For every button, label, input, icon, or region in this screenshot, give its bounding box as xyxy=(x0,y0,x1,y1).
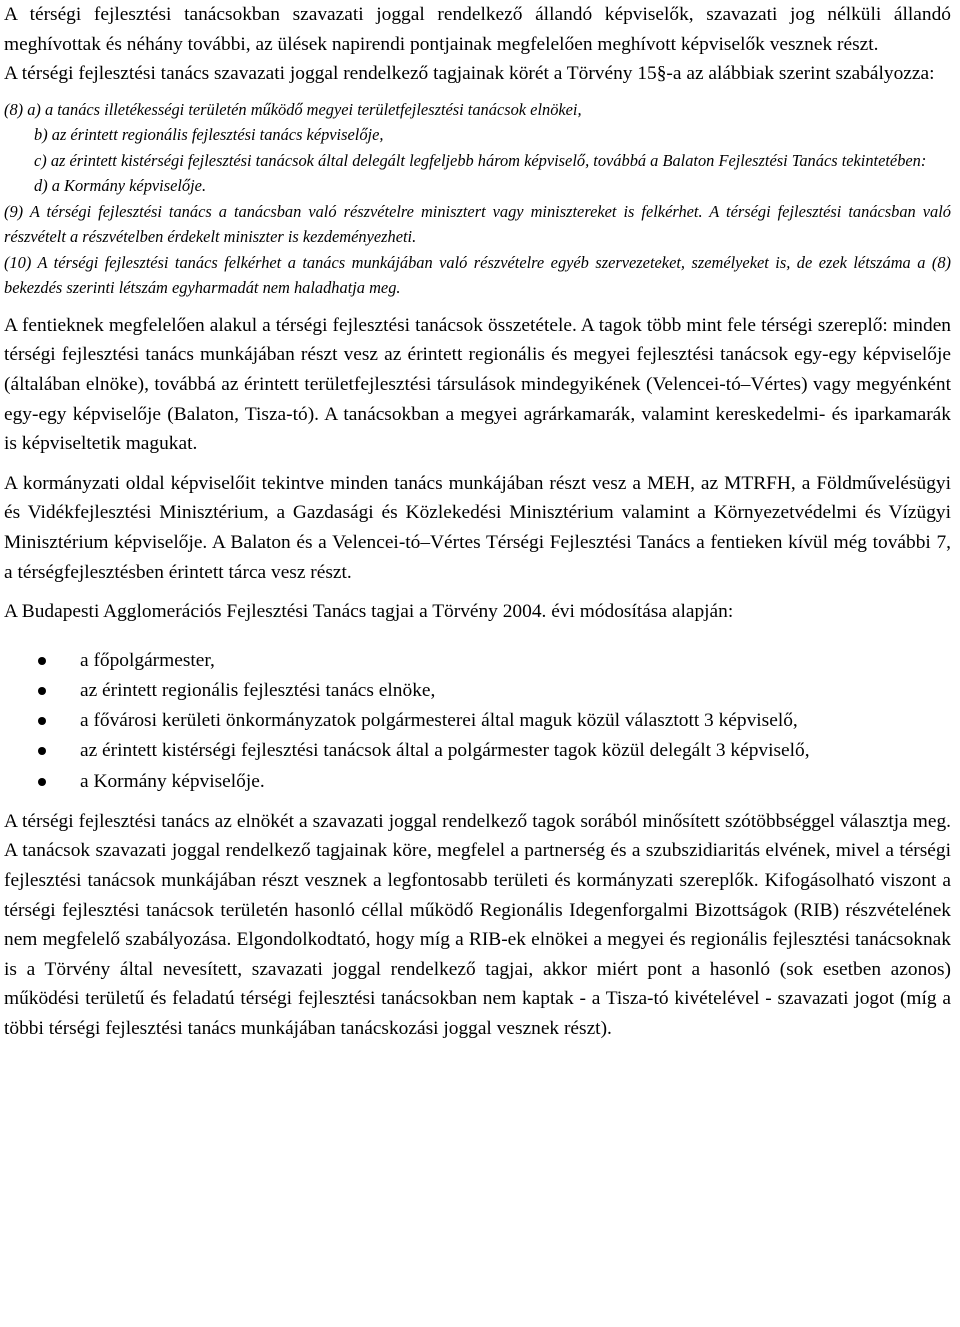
law-item-c: c) az érintett kistérségi fejlesztési tanácsok által delegált legfeljebb három képviselő, továbbá a Balaton Fejlesztési Tanács tekintetében: xyxy=(34,150,927,170)
list-item: a Kormány képviselője. xyxy=(4,767,951,797)
paragraph-composition: A fentieknek megfelelően alakul a térségi fejlesztési tanácsok összetétele. A tagok több mint fele térségi szereplő: minden térségi fejlesztési tanács munkájában részt vesz az érintett regionális és megyei fejlesztési tanácsok egy-egy képviselője (általában elnöke), továbbá az érintett területfejlesztési társulások mindegyikének (Velencei-tó–Vértes) vagy megyénként egy-egy képviselője (Balaton, Tisza-tó). A tanácsokban a megyei agrárkamarák, valamint kereskedelmi- és iparkamarák is képviseltetik magukat. xyxy=(4,314,951,455)
list-item: az érintett regionális fejlesztési tanács elnöke, xyxy=(4,676,951,706)
paragraph-members-rule: A térségi fejlesztési tanács szavazati joggal rendelkező tagjainak körét a Törvény 15§-a az alábbiak szerint szabályozza: xyxy=(4,63,935,85)
list-item: az érintett kistérségi fejlesztési tanácsok által a polgármester tagok közül delegált 3 képviselő, xyxy=(4,736,951,766)
law-paragraph-10: (10) A térségi fejlesztési tanács felkérhet a tanács munkájában való részvételre egyéb szervezeteket, személyeket is, de ezek létszáma a (8) bekezdés szerinti létszám egyharmadát nem haladhatja meg. xyxy=(4,252,951,298)
members-list xyxy=(4,646,951,797)
law-item-b: b) az érintett regionális fejlesztési tanács képviselője, xyxy=(34,125,384,145)
law-item-a: (8) a) a tanács illetékességi területén működő megyei területfejlesztési tanácsok elnökei, xyxy=(4,99,582,119)
law-item-d: d) a Kormány képviselője. xyxy=(34,176,207,196)
list-item: a főpolgármester, xyxy=(4,646,951,676)
paragraph-chair-election: A térségi fejlesztési tanács az elnökét a szavazati joggal rendelkező tagok sorából minősített szótöbbséggel választja meg. A tanácsok szavazati joggal rendelkező tagjainak köre, megfelel a partnerség és a szubszidiaritás elvének, mivel a térségi fejlesztési tanácsok munkájában részt vesznek a legfontosabb területi és kormányzati szereplők. Kifogásolható viszont a térségi fejlesztési tanácsok területén hasonló céllal működő Regionális Idegenforgalmi Bizottságok (RIB) részvételének nem megfelelő szabályozása. Elgondolkodtató, hogy míg a RIB-ek elnökei a megyei és regionális fejlesztési tanácsoknak is a Törvény által nevesített, szavazati joggal rendelkező tagjai, akkor miért pont a hasonló (sok esetben azonos) működési területű és feladatú térségi fejlesztési tanácsokban nem kaptak - a Tisza-tó kivételével - szavazati jogot (míg a többi térségi fejlesztési tanács munkájában tanácskozási joggal vesznek részt). xyxy=(4,810,951,1039)
list-item: a fővárosi kerületi önkormányzatok polgármesterei által maguk közül választott 3 képviselő, xyxy=(4,706,951,736)
paragraph-budapest: A Budapesti Agglomerációs Fejlesztési Tanács tagjai a Törvény 2004. évi módosítása alapján: xyxy=(4,601,734,623)
paragraph-government: A kormányzati oldal képviselőit tekintve minden tanács munkájában részt vesz a MEH, az MTRFH, a Földművelésügyi és Vidékfejlesztési Minisztérium, a Gazdasági és Közlekedési Minisztérium valamint a Környezetvédelmi és Vízügyi Minisztérium képviselője. A Balaton és a Velencei-tó–Vértes Térségi Fejlesztési Tanács a fentieken kívül még további 7, a térségfejlesztésben érintett tárca vesz részt. xyxy=(4,472,951,583)
law-paragraph-9: (9) A térségi fejlesztési tanács a tanácsban való részvételre minisztert vagy minisztereket is felkérhet. A térségi fejlesztési tanácsban való részvételt a részvételben érdekelt miniszter is kezdeményezheti. xyxy=(4,201,951,247)
paragraph-participants: A térségi fejlesztési tanácsokban szavazati joggal rendelkező állandó képviselők, szavazati jog nélküli állandó meghívottak és néhány további, az ülések napirendi pontjainak megfelelően meghívott képviselők vesznek részt. xyxy=(4,4,951,55)
